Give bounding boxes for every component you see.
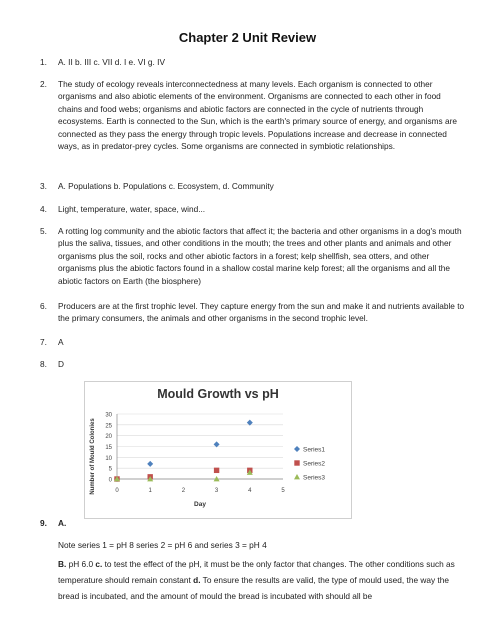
list-item bbox=[40, 180, 465, 192]
answer-c-label: c. bbox=[95, 559, 103, 569]
answer-d-text: To ensure the results are valid, the type of mould used, the way the bread is incubated, and the amount of mould the bread is incubated with should all be bbox=[58, 575, 449, 601]
y-tick-label: 30 bbox=[105, 412, 112, 419]
y-axis-label: Number of Mould Colonies bbox=[90, 418, 96, 495]
x-axis-label: Day bbox=[194, 501, 206, 508]
data-point-series2 bbox=[214, 468, 219, 473]
list-item bbox=[40, 203, 465, 215]
item-number: 4. bbox=[40, 204, 47, 214]
page-title: Chapter 2 Unit Review bbox=[178, 30, 317, 45]
legend-marker bbox=[294, 446, 300, 452]
item-text: D bbox=[58, 359, 64, 369]
item-text: A bbox=[58, 337, 64, 347]
y-tick-label: 10 bbox=[105, 455, 112, 462]
legend-entry: Series2 bbox=[303, 460, 326, 468]
legend-marker bbox=[294, 460, 299, 465]
answer-d-label: d. bbox=[193, 575, 201, 585]
item-text: A. Populations b. Populations c. Ecosystem, d. Community bbox=[58, 181, 274, 191]
legend-entry: Series1 bbox=[303, 446, 326, 454]
list-item bbox=[40, 78, 465, 152]
x-tick-label: 3 bbox=[214, 488, 219, 494]
item-text: The study of ecology reveals interconnectedness at many levels. Each organism is connected to other organisms and also abiotic elements of the environment. Organisms are connected to each other in food chains and food webs; organisms and abiotic factors are connected in the cycle of nutrients through ecosystems. Earth is connected to the Sun, which is the earth's primary source of energy, and organisms are connected as they pass the energy through tropic levels. Populations increase and decrease in connected ways, as in predator-prey cycles. Some organisms are connected in symbiotic relationships. bbox=[58, 79, 457, 152]
item-number: 9. bbox=[40, 518, 47, 528]
list-item bbox=[40, 336, 465, 348]
list-item bbox=[40, 56, 465, 68]
y-tick-label: 5 bbox=[108, 466, 112, 473]
list-item bbox=[40, 517, 465, 529]
item-number: 1. bbox=[40, 57, 47, 67]
legend-marker bbox=[294, 474, 300, 479]
chart-title: Mould Growth vs pH bbox=[157, 387, 279, 401]
x-tick-label: 4 bbox=[248, 488, 252, 494]
item-number: 7. bbox=[40, 337, 47, 347]
y-tick-label: 15 bbox=[105, 445, 112, 451]
answer-c-text: to test the effect of the pH, it must be the only factor that changes. The other conditions such as temperature should remain constant bbox=[58, 559, 455, 585]
legend-entry: Series3 bbox=[303, 474, 326, 482]
list-item bbox=[40, 358, 465, 370]
answer-paragraph bbox=[58, 556, 468, 604]
item-number: 6. bbox=[40, 301, 47, 311]
y-tick-label: 25 bbox=[105, 423, 112, 430]
mould-growth-chart bbox=[84, 381, 352, 519]
item-number: 8. bbox=[40, 359, 47, 369]
item-number: 3. bbox=[40, 181, 47, 191]
item-text: A. II b. III c. VII d. I e. VI g. IV bbox=[58, 57, 165, 67]
series-note: Note series 1 = pH 8 series 2 = pH 6 and series 3 = pH 4 bbox=[58, 540, 267, 550]
y-tick-label: 20 bbox=[105, 434, 112, 441]
list-item bbox=[40, 225, 465, 287]
item-number: 5. bbox=[40, 226, 47, 236]
item-text: Producers are at the first trophic level. They capture energy from the sun and make it and nutrients available to the primary consumers, the animals and other organisms in the second trophic level. bbox=[58, 301, 465, 324]
chart-plot bbox=[85, 382, 351, 518]
x-tick-label: 2 bbox=[181, 488, 186, 494]
answer-b-text: pH 6.0 bbox=[66, 559, 96, 569]
data-point-series1 bbox=[147, 461, 153, 467]
x-tick-label: 1 bbox=[148, 488, 152, 494]
item-text: A rotting log community and the abiotic factors that affect it; the bacteria and other organisms in a dog's mouth plus the saliva, tissues, and other conditions in the mouth; the trees and other plants and animals and other organisms plus the soil, rocks and other abiotic factors in a forest; kelp shellfish, sea otters, and other organisms plus the abiotic factors found in a shallow costal marine kelp forest; all the organisms and all the abiotic factors on Earth (the biosphere) bbox=[58, 226, 462, 286]
y-tick-label: 0 bbox=[108, 477, 112, 484]
answer-b-label: B. bbox=[58, 559, 67, 569]
item-text: Light, temperature, water, space, wind... bbox=[58, 204, 206, 214]
x-tick-label: 0 bbox=[115, 488, 119, 494]
list-item bbox=[40, 300, 465, 325]
item-text: A. bbox=[58, 518, 67, 528]
item-number: 2. bbox=[40, 79, 47, 89]
x-tick-label: 5 bbox=[281, 488, 285, 494]
